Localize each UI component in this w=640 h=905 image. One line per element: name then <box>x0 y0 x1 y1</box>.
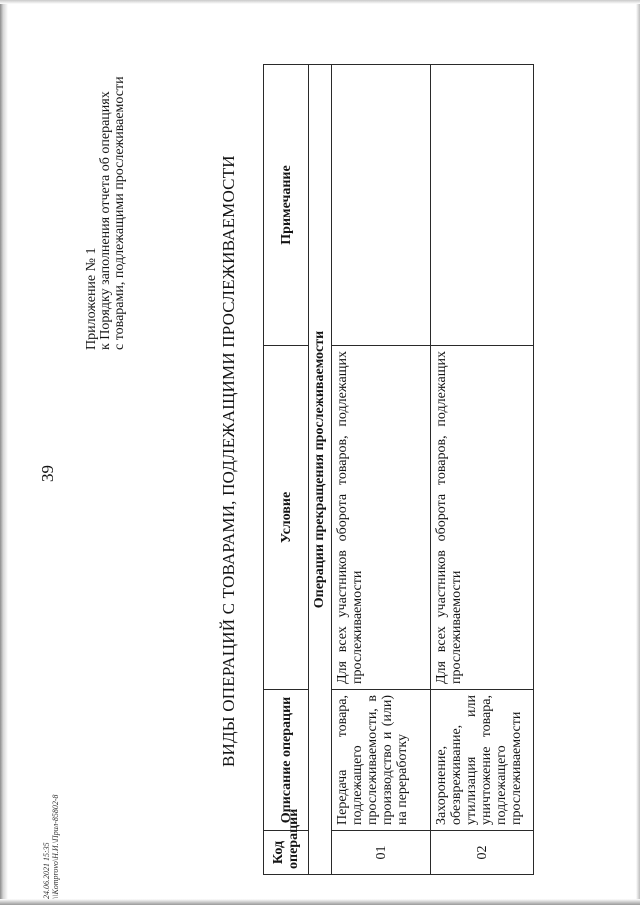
cell-note <box>431 65 534 346</box>
appendix-line: с товарами, подлежащими прослеживаемости <box>112 76 127 350</box>
section-title: Операции прекращения прослеживаемости <box>309 65 332 875</box>
document-title: ВИДЫ ОПЕРАЦИЙ С ТОВАРАМИ, ПОДЛЕЖАЩИМИ ПРОСЛЕЖИВАЕМОСТИ <box>219 155 238 767</box>
header-code: Код операции <box>264 831 309 875</box>
page-number: 39 <box>38 465 57 482</box>
stamp-line: 24.06.2021 15:35 <box>42 842 51 899</box>
appendix-line: к Порядку заполнения отчета об операциях <box>98 91 113 350</box>
appendix-line: Приложение № 1 <box>84 247 99 350</box>
registration-stamp <box>42 794 60 899</box>
header-condition: Условие <box>264 346 309 690</box>
description-line: обезвреживание, <box>449 724 464 825</box>
header-description: Описание операции <box>264 690 309 831</box>
cell-condition: Для всех участников оборота товаров, подлежащих прослеживаемости <box>431 346 534 690</box>
appendix-reference <box>85 76 127 350</box>
cell-code: 02 <box>431 831 534 875</box>
cell-description <box>431 690 534 831</box>
cell-condition: Для всех участников оборота товаров, подлежащих прослеживаемости <box>332 346 431 690</box>
description-line: подлежащего <box>494 745 509 825</box>
cell-description: Передача товара, подлежащего прослеживаемости, в производство и (или) на переработку <box>332 690 431 831</box>
operations-table <box>263 64 534 875</box>
cell-code: 01 <box>332 831 431 875</box>
stamp-line: \\Komprovo\Н.И.\Прил-85802-8 <box>51 794 60 899</box>
description-line: утилизация или <box>464 695 479 825</box>
table-row <box>332 65 431 875</box>
description-line: уничтожение товара, <box>479 695 494 825</box>
table-header-row <box>264 65 309 875</box>
description-line: Захоронение, <box>434 745 449 825</box>
table-row <box>431 65 534 875</box>
cell-note <box>332 65 431 346</box>
description-line: прослеживаемости <box>509 711 524 825</box>
header-note: Примечание <box>264 65 309 346</box>
section-row <box>309 65 332 875</box>
